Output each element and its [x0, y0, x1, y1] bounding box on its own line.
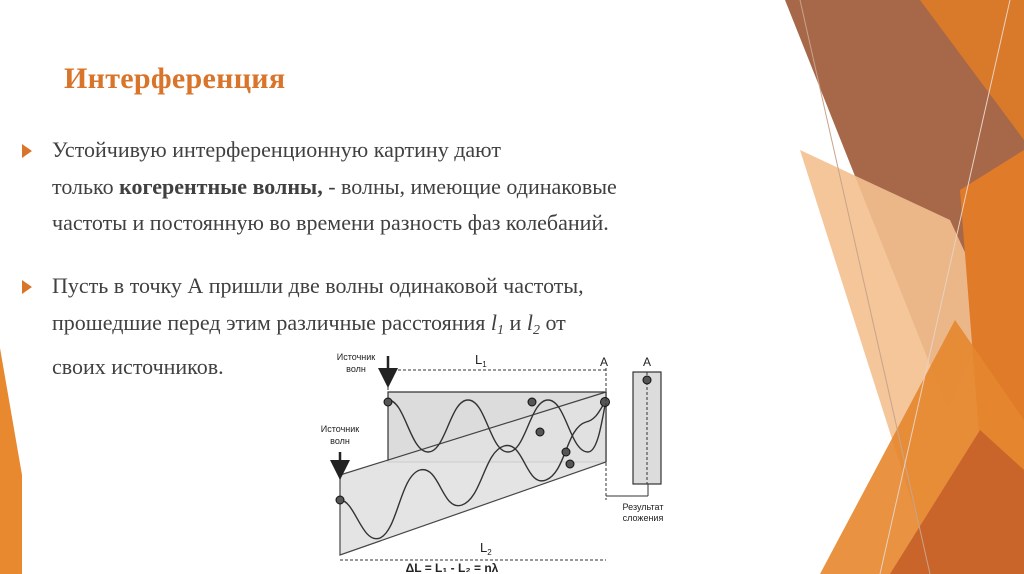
point-a-label-2: A — [642, 355, 652, 369]
bullet1-line3: частоты и постоянную во времени разность фаз колебаний. — [52, 210, 609, 235]
top-source-label-2: волн — [346, 364, 366, 374]
l1-subscript: 1 — [497, 322, 505, 338]
path-difference-formula: ΔL = L₁ - L₂ = nλ — [405, 561, 499, 572]
bullet1-line1: Устойчивую интерференционную картину дают — [52, 137, 501, 162]
wave2-node-point — [536, 428, 544, 436]
result-label-1: Результат — [622, 502, 664, 512]
wave1-start-point — [384, 398, 392, 406]
bullet-coherent-waves — [52, 132, 832, 242]
bullet2-line3: своих источников. — [52, 354, 224, 379]
slide-title: Интерференция — [64, 62, 286, 95]
wave2-start-point — [336, 496, 344, 504]
result-label-2: сложения — [622, 513, 664, 523]
l2-symbol: l — [526, 309, 533, 335]
result-point — [643, 376, 651, 384]
decor-left-triangle — [0, 348, 22, 574]
l1-label: $L_1$ — [475, 352, 487, 369]
wave2-node-point-2 — [562, 448, 570, 456]
bullet1-line2-post: - волны, имеющие одинаковые — [322, 173, 617, 199]
l2-subscript: 2 — [532, 322, 540, 338]
bullet-arrow-icon — [22, 144, 32, 158]
point-a-marker — [601, 398, 610, 407]
bullet1-bold-term: когерентные волны, — [119, 173, 323, 199]
interference-diagram — [300, 340, 700, 572]
top-source-label-1: Источник — [336, 352, 376, 362]
bullet-arrow-icon — [22, 280, 32, 294]
bullet2-and: и — [504, 309, 527, 335]
l1-symbol: l — [490, 309, 498, 335]
bullet2-line1: Пусть в точку А пришли две волны одинаковой частоты, — [52, 273, 584, 298]
bottom-source-label-1: Источник — [320, 424, 360, 434]
bullet1-line2-pre: только — [52, 173, 120, 199]
wave2-node-point-3 — [566, 460, 574, 468]
bottom-source-label-2: волн — [330, 436, 350, 446]
l2-label: $L_2$ — [480, 540, 492, 557]
point-a-label: A — [599, 355, 609, 369]
wave1-node-point — [528, 398, 536, 406]
bullet2-line2-pre: прошедшие перед этим различные расстояния — [52, 309, 491, 335]
bullet2-line2-post: от — [539, 309, 566, 335]
bullet1-line2 — [52, 169, 832, 206]
